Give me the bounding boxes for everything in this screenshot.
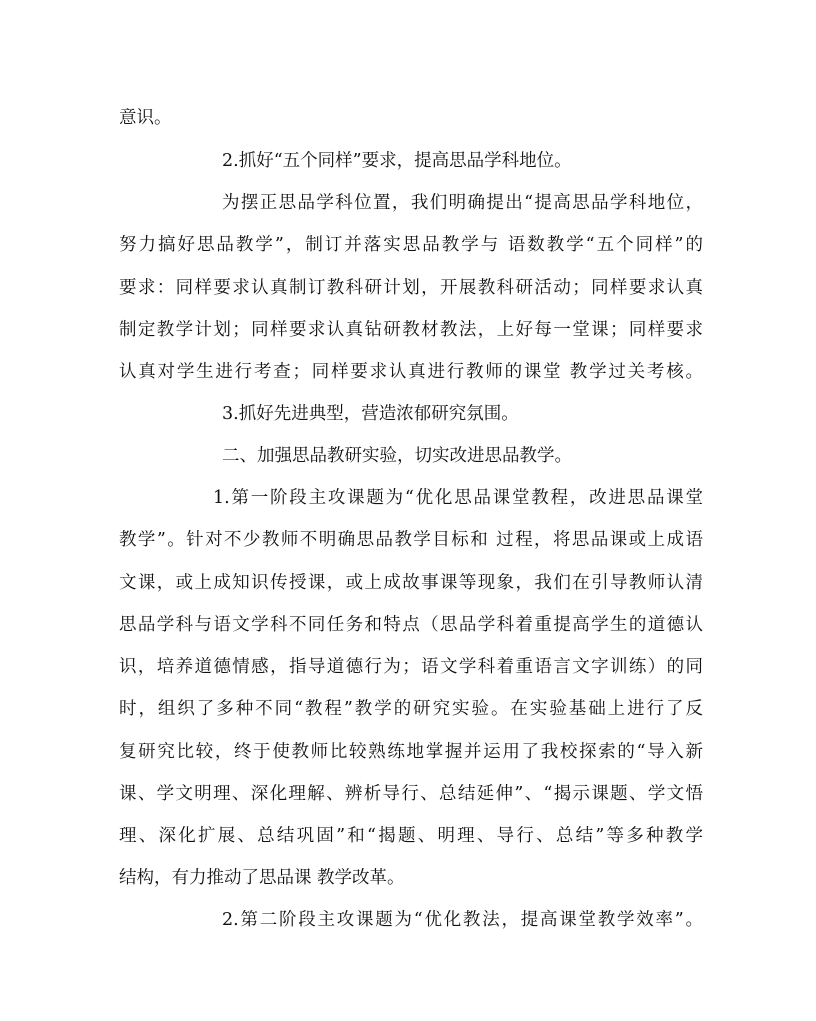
paragraph-line: 1.第一阶段主攻课题为“优化思品课堂教程，改进思品课堂 xyxy=(213,488,703,508)
paragraph-line: 文课，或上成知识传授课，或上成故事课等现象，我们在引导教师认清 xyxy=(119,573,703,593)
paragraph-line: 2.第二阶段主攻课题为“优化教法，提高课堂教学效率”。 xyxy=(222,910,703,930)
paragraph-line: 复研究比较，终于使教师比较熟练地掌握并运用了我校探索的“导入新 xyxy=(119,742,703,762)
section-heading: 二、加强思品教研实验，切实改进思品教学。 xyxy=(222,446,572,466)
paragraph-line: 认真对学生进行考查；同样要求认真进行教师的课堂 教学过关考核。 xyxy=(119,362,703,382)
text-line: 意识。 xyxy=(119,108,172,128)
paragraph-line: 努力搞好思品教学”，制订并落实思品教学与 语数教学“五个同样”的 xyxy=(119,235,703,255)
paragraph-line: 教学”。针对不少教师不明确思品教学目标和 过程，将思品课或上成语 xyxy=(119,530,703,550)
paragraph-line: 为摆正思品学科位置，我们明确提出“提高思品学科地位， xyxy=(222,193,703,213)
paragraph-line: 时，组织了多种不同“教程”教学的研究实验。在实验基础上进行了反 xyxy=(119,699,703,719)
section-heading: 3.抓好先进典型，营造浓郁研究氛围。 xyxy=(222,404,519,424)
paragraph-line: 识，培养道德情感，指导道德行为；语文学科着重语言文字训练）的同 xyxy=(119,657,703,677)
paragraph-line: 思品学科与语文学科不同任务和特点（思品学科着重提高学生的道德认 xyxy=(119,615,703,635)
paragraph-line: 理、深化扩展、总结巩固”和“揭题、明理、导行、总结”等多种教学 xyxy=(119,826,703,846)
section-heading: 2.抓好“五个同样”要求，提高思品学科地位。 xyxy=(222,151,572,171)
paragraph-line: 结构，有力推动了思品课 教学改革。 xyxy=(119,868,405,888)
paragraph-line: 要求：同样要求认真制订教科研计划，开展教科研活动；同样要求认真 xyxy=(119,278,703,298)
paragraph-line: 课、学文明理、深化理解、辨析导行、总结延伸”、“揭示课题、学文悟 xyxy=(119,784,703,804)
paragraph-line: 制定教学计划；同样要求认真钻研教材教法，上好每一堂课；同样要求 xyxy=(119,320,703,340)
